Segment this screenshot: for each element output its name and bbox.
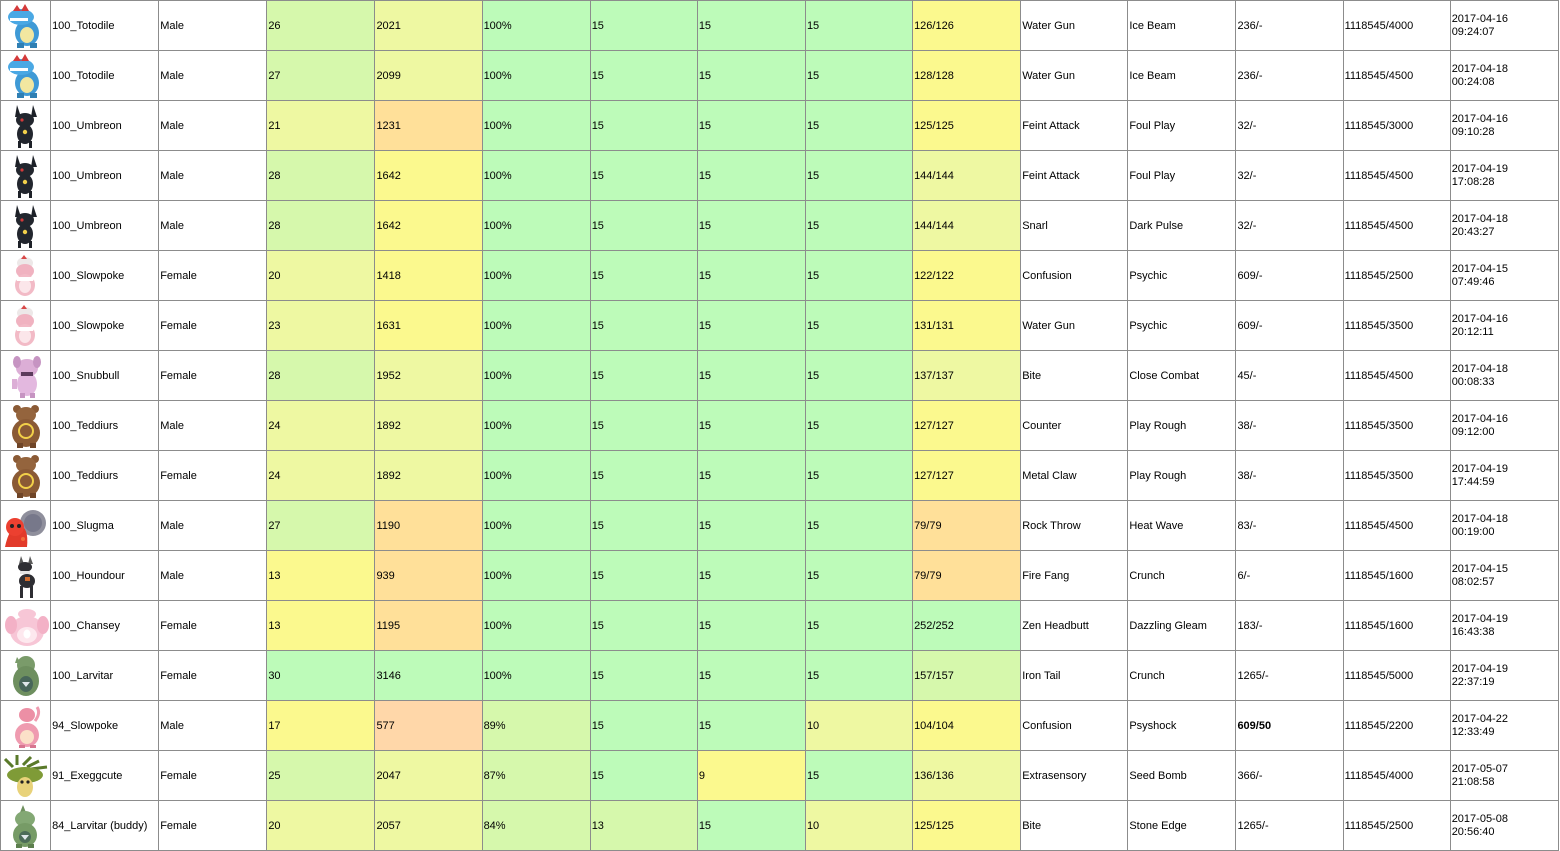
caught-date-cell: 2017-04-19 17:08:28 (1450, 151, 1558, 201)
attack-iv-cell: 15 (590, 351, 697, 401)
cp-cell: 577 (375, 701, 482, 751)
caught-date-cell: 2017-05-07 21:08:58 (1450, 751, 1558, 801)
stardust-cell: 1118545/4500 (1343, 501, 1450, 551)
fast-move-cell: Feint Attack (1021, 101, 1128, 151)
cp-cell: 1190 (375, 501, 482, 551)
stamina-iv-cell: 15 (805, 1, 912, 51)
caught-date-cell: 2017-04-16 09:10:28 (1450, 101, 1558, 151)
gender-cell: Female (159, 651, 267, 701)
fast-move-cell: Water Gun (1021, 51, 1128, 101)
hp-cell: 125/125 (913, 101, 1021, 151)
attack-iv-cell: 15 (590, 301, 697, 351)
cp-cell: 3146 (375, 651, 482, 701)
stamina-iv-cell: 15 (805, 51, 912, 101)
defense-iv-cell: 9 (697, 751, 805, 801)
defense-iv-cell: 15 (697, 551, 805, 601)
iv-percent-cell: 100% (482, 351, 590, 401)
caught-date-cell: 2017-04-19 17:44:59 (1450, 451, 1558, 501)
caught-date-cell: 2017-04-19 22:37:19 (1450, 651, 1558, 701)
iv-percent-cell: 89% (482, 701, 590, 751)
candy-cell: 32/- (1236, 101, 1343, 151)
fast-move-cell: Water Gun (1021, 1, 1128, 51)
slowking-sprite (1, 301, 51, 351)
attack-iv-cell: 15 (590, 51, 697, 101)
croconaw-sprite (1, 51, 51, 101)
candy-cell: 1265/- (1236, 651, 1343, 701)
charge-move-cell: Psychic (1128, 301, 1236, 351)
attack-iv-cell: 15 (590, 251, 697, 301)
iv-percent-cell: 87% (482, 751, 590, 801)
charge-move-cell: Play Rough (1128, 401, 1236, 451)
level-cell: 24 (267, 451, 375, 501)
stamina-iv-cell: 10 (805, 701, 912, 751)
defense-iv-cell: 15 (697, 1, 805, 51)
attack-iv-cell: 15 (590, 451, 697, 501)
caught-date-cell: 2017-04-15 07:49:46 (1450, 251, 1558, 301)
slowpoke-sprite (1, 701, 51, 751)
table-row[interactable] (1, 151, 1559, 201)
table-row[interactable] (1, 551, 1559, 601)
fast-move-cell: Confusion (1021, 251, 1128, 301)
stardust-cell: 1118545/5000 (1343, 651, 1450, 701)
stardust-cell: 1118545/3500 (1343, 451, 1450, 501)
fast-move-cell: Rock Throw (1021, 501, 1128, 551)
table-row[interactable] (1, 601, 1559, 651)
level-cell: 23 (267, 301, 375, 351)
table-row[interactable] (1, 451, 1559, 501)
cp-cell: 939 (375, 551, 482, 601)
hp-cell: 144/144 (913, 151, 1021, 201)
stamina-iv-cell: 15 (805, 551, 912, 601)
table-row[interactable] (1, 801, 1559, 851)
defense-iv-cell: 15 (697, 451, 805, 501)
defense-iv-cell: 15 (697, 651, 805, 701)
gender-cell: Male (159, 501, 267, 551)
iv-percent-cell: 100% (482, 601, 590, 651)
cp-cell: 1195 (375, 601, 482, 651)
stamina-iv-cell: 15 (805, 601, 912, 651)
candy-cell: 38/- (1236, 451, 1343, 501)
hp-cell: 144/144 (913, 201, 1021, 251)
fast-move-cell: Bite (1021, 351, 1128, 401)
table-row[interactable] (1, 301, 1559, 351)
pokemon-name-cell: 100_Houndour (51, 551, 159, 601)
ursaring-sprite (1, 401, 51, 451)
cp-cell: 1642 (375, 201, 482, 251)
charge-move-cell: Crunch (1128, 551, 1236, 601)
ursaring-sprite (1, 451, 51, 501)
gender-cell: Male (159, 551, 267, 601)
candy-cell: 236/- (1236, 1, 1343, 51)
candy-cell: 183/- (1236, 601, 1343, 651)
fast-move-cell: Feint Attack (1021, 151, 1128, 201)
level-cell: 13 (267, 601, 375, 651)
defense-iv-cell: 15 (697, 801, 805, 851)
table-row[interactable] (1, 651, 1559, 701)
slowking-sprite (1, 251, 51, 301)
pokemon-name-cell: 100_Umbreon (51, 101, 159, 151)
iv-percent-cell: 100% (482, 151, 590, 201)
stardust-cell: 1118545/4500 (1343, 351, 1450, 401)
stardust-cell: 1118545/4500 (1343, 201, 1450, 251)
pokemon-name-cell: 91_Exeggcute (51, 751, 159, 801)
hp-cell: 125/125 (913, 801, 1021, 851)
charge-move-cell: Dazzling Gleam (1128, 601, 1236, 651)
stardust-cell: 1118545/1600 (1343, 551, 1450, 601)
stamina-iv-cell: 15 (805, 151, 912, 201)
gender-cell: Female (159, 301, 267, 351)
table-row[interactable] (1, 351, 1559, 401)
fast-move-cell: Iron Tail (1021, 651, 1128, 701)
attack-iv-cell: 15 (590, 101, 697, 151)
gender-cell: Male (159, 101, 267, 151)
iv-percent-cell: 100% (482, 501, 590, 551)
houndoom-sprite (1, 551, 51, 601)
candy-cell: 609/- (1236, 251, 1343, 301)
defense-iv-cell: 15 (697, 201, 805, 251)
table-row[interactable] (1, 101, 1559, 151)
caught-date-cell: 2017-04-18 00:24:08 (1450, 51, 1558, 101)
charge-move-cell: Dark Pulse (1128, 201, 1236, 251)
charge-move-cell: Seed Bomb (1128, 751, 1236, 801)
gender-cell: Male (159, 701, 267, 751)
iv-percent-cell: 100% (482, 401, 590, 451)
cp-cell: 1642 (375, 151, 482, 201)
stamina-iv-cell: 15 (805, 301, 912, 351)
candy-cell: 1265/- (1236, 801, 1343, 851)
cp-cell: 1892 (375, 451, 482, 501)
candy-cell: 609/50 (1236, 701, 1343, 751)
stardust-cell: 1118545/1600 (1343, 601, 1450, 651)
defense-iv-cell: 15 (697, 601, 805, 651)
level-cell: 20 (267, 801, 375, 851)
cp-cell: 2099 (375, 51, 482, 101)
candy-cell: 236/- (1236, 51, 1343, 101)
pokemon-name-cell: 84_Larvitar (buddy) (51, 801, 159, 851)
gender-cell: Female (159, 601, 267, 651)
charge-move-cell: Crunch (1128, 651, 1236, 701)
iv-percent-cell: 100% (482, 201, 590, 251)
hp-cell: 122/122 (913, 251, 1021, 301)
stardust-cell: 1118545/4500 (1343, 151, 1450, 201)
caught-date-cell: 2017-04-16 09:24:07 (1450, 1, 1558, 51)
level-cell: 27 (267, 501, 375, 551)
caught-date-cell: 2017-05-08 20:56:40 (1450, 801, 1558, 851)
hp-cell: 131/131 (913, 301, 1021, 351)
pokemon-name-cell: 100_Larvitar (51, 651, 159, 701)
hp-cell: 104/104 (913, 701, 1021, 751)
fast-move-cell: Counter (1021, 401, 1128, 451)
pokemon-name-cell: 100_Totodile (51, 51, 159, 101)
croconaw-sprite (1, 1, 51, 51)
cp-cell: 2057 (375, 801, 482, 851)
defense-iv-cell: 15 (697, 701, 805, 751)
defense-iv-cell: 15 (697, 51, 805, 101)
iv-percent-cell: 100% (482, 551, 590, 601)
candy-cell: 32/- (1236, 151, 1343, 201)
hp-cell: 137/137 (913, 351, 1021, 401)
charge-move-cell: Close Combat (1128, 351, 1236, 401)
stamina-iv-cell: 15 (805, 351, 912, 401)
iv-percent-cell: 100% (482, 101, 590, 151)
table-row[interactable] (1, 501, 1559, 551)
hp-cell: 136/136 (913, 751, 1021, 801)
iv-percent-cell: 100% (482, 651, 590, 701)
cp-cell: 1631 (375, 301, 482, 351)
level-cell: 21 (267, 101, 375, 151)
pokemon-name-cell: 100_Teddiurs (51, 451, 159, 501)
stardust-cell: 1118545/3000 (1343, 101, 1450, 151)
gender-cell: Male (159, 51, 267, 101)
attack-iv-cell: 15 (590, 201, 697, 251)
gender-cell: Female (159, 751, 267, 801)
caught-date-cell: 2017-04-18 20:43:27 (1450, 201, 1558, 251)
hp-cell: 252/252 (913, 601, 1021, 651)
stamina-iv-cell: 15 (805, 101, 912, 151)
stardust-cell: 1118545/2200 (1343, 701, 1450, 751)
cp-cell: 1892 (375, 401, 482, 451)
charge-move-cell: Ice Beam (1128, 51, 1236, 101)
candy-cell: 6/- (1236, 551, 1343, 601)
caught-date-cell: 2017-04-19 16:43:38 (1450, 601, 1558, 651)
gender-cell: Female (159, 451, 267, 501)
attack-iv-cell: 15 (590, 551, 697, 601)
stardust-cell: 1118545/3500 (1343, 401, 1450, 451)
larvitar-sprite (1, 801, 51, 851)
umbreon-sprite (1, 151, 51, 201)
caught-date-cell: 2017-04-15 08:02:57 (1450, 551, 1558, 601)
defense-iv-cell: 15 (697, 301, 805, 351)
defense-iv-cell: 15 (697, 501, 805, 551)
fast-move-cell: Extrasensory (1021, 751, 1128, 801)
iv-percent-cell: 100% (482, 251, 590, 301)
gender-cell: Male (159, 201, 267, 251)
charge-move-cell: Foul Play (1128, 101, 1236, 151)
stardust-cell: 1118545/2500 (1343, 801, 1450, 851)
level-cell: 28 (267, 351, 375, 401)
charge-move-cell: Play Rough (1128, 451, 1236, 501)
level-cell: 20 (267, 251, 375, 301)
cp-cell: 1418 (375, 251, 482, 301)
gender-cell: Male (159, 1, 267, 51)
candy-cell: 45/- (1236, 351, 1343, 401)
charge-move-cell: Psyshock (1128, 701, 1236, 751)
pokemon-name-cell: 100_Teddiurs (51, 401, 159, 451)
attack-iv-cell: 15 (590, 701, 697, 751)
level-cell: 25 (267, 751, 375, 801)
attack-iv-cell: 15 (590, 501, 697, 551)
level-cell: 30 (267, 651, 375, 701)
cp-cell: 2047 (375, 751, 482, 801)
level-cell: 24 (267, 401, 375, 451)
caught-date-cell: 2017-04-16 20:12:11 (1450, 301, 1558, 351)
caught-date-cell: 2017-04-16 09:12:00 (1450, 401, 1558, 451)
charge-move-cell: Psychic (1128, 251, 1236, 301)
level-cell: 26 (267, 1, 375, 51)
hp-cell: 79/79 (913, 551, 1021, 601)
iv-percent-cell: 100% (482, 301, 590, 351)
cp-cell: 2021 (375, 1, 482, 51)
stardust-cell: 1118545/4500 (1343, 51, 1450, 101)
gender-cell: Female (159, 801, 267, 851)
hp-cell: 127/127 (913, 451, 1021, 501)
charge-move-cell: Heat Wave (1128, 501, 1236, 551)
stamina-iv-cell: 15 (805, 401, 912, 451)
stamina-iv-cell: 15 (805, 751, 912, 801)
stamina-iv-cell: 15 (805, 501, 912, 551)
candy-cell: 38/- (1236, 401, 1343, 451)
stardust-cell: 1118545/3500 (1343, 301, 1450, 351)
defense-iv-cell: 15 (697, 151, 805, 201)
magcargo-sprite (1, 501, 51, 551)
iv-percent-cell: 84% (482, 801, 590, 851)
cp-cell: 1231 (375, 101, 482, 151)
fast-move-cell: Snarl (1021, 201, 1128, 251)
defense-iv-cell: 15 (697, 251, 805, 301)
hp-cell: 126/126 (913, 1, 1021, 51)
defense-iv-cell: 15 (697, 401, 805, 451)
level-cell: 27 (267, 51, 375, 101)
pokemon-name-cell: 100_Slowpoke (51, 301, 159, 351)
fast-move-cell: Bite (1021, 801, 1128, 851)
pokemon-name-cell: 100_Slugma (51, 501, 159, 551)
hp-cell: 79/79 (913, 501, 1021, 551)
stardust-cell: 1118545/4000 (1343, 1, 1450, 51)
gender-cell: Female (159, 251, 267, 301)
fast-move-cell: Water Gun (1021, 301, 1128, 351)
umbreon-sprite (1, 201, 51, 251)
pokemon-name-cell: 100_Snubbull (51, 351, 159, 401)
stardust-cell: 1118545/2500 (1343, 251, 1450, 301)
fast-move-cell: Confusion (1021, 701, 1128, 751)
pokemon-name-cell: 100_Totodile (51, 1, 159, 51)
fast-move-cell: Metal Claw (1021, 451, 1128, 501)
level-cell: 17 (267, 701, 375, 751)
fast-move-cell: Zen Headbutt (1021, 601, 1128, 651)
stamina-iv-cell: 15 (805, 201, 912, 251)
caught-date-cell: 2017-04-18 00:08:33 (1450, 351, 1558, 401)
charge-move-cell: Ice Beam (1128, 1, 1236, 51)
pupitar-sprite (1, 651, 51, 701)
attack-iv-cell: 15 (590, 1, 697, 51)
defense-iv-cell: 15 (697, 101, 805, 151)
hp-cell: 157/157 (913, 651, 1021, 701)
pokemon-name-cell: 100_Umbreon (51, 201, 159, 251)
iv-percent-cell: 100% (482, 51, 590, 101)
table-row[interactable] (1, 401, 1559, 451)
stamina-iv-cell: 15 (805, 651, 912, 701)
stamina-iv-cell: 15 (805, 251, 912, 301)
umbreon-sprite (1, 101, 51, 151)
table-row[interactable] (1, 751, 1559, 801)
cp-cell: 1952 (375, 351, 482, 401)
table-row[interactable] (1, 51, 1559, 101)
gender-cell: Male (159, 401, 267, 451)
attack-iv-cell: 15 (590, 401, 697, 451)
pokemon-name-cell: 100_Chansey (51, 601, 159, 651)
candy-cell: 366/- (1236, 751, 1343, 801)
defense-iv-cell: 15 (697, 351, 805, 401)
attack-iv-cell: 15 (590, 151, 697, 201)
level-cell: 13 (267, 551, 375, 601)
iv-percent-cell: 100% (482, 1, 590, 51)
pokemon-name-cell: 100_Slowpoke (51, 251, 159, 301)
granbull-sprite (1, 351, 51, 401)
pokemon-name-cell: 94_Slowpoke (51, 701, 159, 751)
hp-cell: 127/127 (913, 401, 1021, 451)
table-row[interactable] (1, 251, 1559, 301)
table-row[interactable] (1, 1, 1559, 51)
candy-cell: 83/- (1236, 501, 1343, 551)
stamina-iv-cell: 15 (805, 451, 912, 501)
charge-move-cell: Foul Play (1128, 151, 1236, 201)
iv-percent-cell: 100% (482, 451, 590, 501)
candy-cell: 32/- (1236, 201, 1343, 251)
table-row[interactable] (1, 201, 1559, 251)
stamina-iv-cell: 10 (805, 801, 912, 851)
hp-cell: 128/128 (913, 51, 1021, 101)
attack-iv-cell: 15 (590, 601, 697, 651)
attack-iv-cell: 15 (590, 651, 697, 701)
gender-cell: Female (159, 351, 267, 401)
level-cell: 28 (267, 201, 375, 251)
caught-date-cell: 2017-04-18 00:19:00 (1450, 501, 1558, 551)
candy-cell: 609/- (1236, 301, 1343, 351)
charge-move-cell: Stone Edge (1128, 801, 1236, 851)
gender-cell: Male (159, 151, 267, 201)
stardust-cell: 1118545/4000 (1343, 751, 1450, 801)
exeggcute-sprite (1, 751, 51, 801)
caught-date-cell: 2017-04-22 12:33:49 (1450, 701, 1558, 751)
table-row[interactable] (1, 701, 1559, 751)
attack-iv-cell: 13 (590, 801, 697, 851)
pokemon-name-cell: 100_Umbreon (51, 151, 159, 201)
fast-move-cell: Fire Fang (1021, 551, 1128, 601)
level-cell: 28 (267, 151, 375, 201)
attack-iv-cell: 15 (590, 751, 697, 801)
blissey-sprite (1, 601, 51, 651)
